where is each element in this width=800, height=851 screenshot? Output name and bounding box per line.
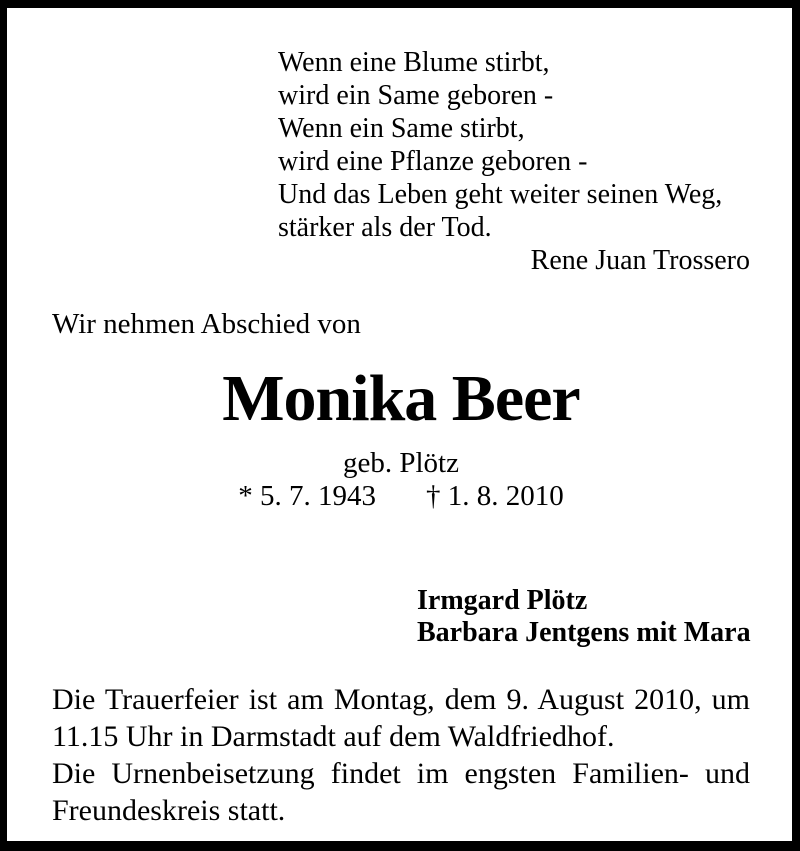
- birth-date: * 5. 7. 1943: [238, 480, 376, 512]
- death-date: † 1. 8. 2010: [426, 480, 564, 512]
- burial-info: Die Urnenbeisetzung findet im engsten Familien- und Freundeskreis statt.: [52, 757, 750, 827]
- life-dates: [52, 479, 750, 513]
- mourner-name: Irmgard Plötz: [417, 585, 588, 616]
- deceased-name: Monika Beer: [222, 362, 580, 435]
- page-frame-top: [0, 0, 800, 8]
- funeral-service-info: Die Trauerfeier ist am Montag, dem 9. August 2010, um 11.15 Uhr in Darmstadt auf dem Waldfriedhof.: [52, 683, 750, 753]
- poem-block: [278, 46, 750, 277]
- poem-line: Und das Leben geht weiter seinen Weg,: [278, 179, 723, 210]
- poem-line: Wenn eine Blume stirbt,: [278, 47, 550, 78]
- mourners-block: [417, 585, 751, 649]
- poem-line: Wenn ein Same stirbt,: [278, 113, 525, 144]
- poem-line: stärker als der Tod.: [278, 212, 492, 243]
- poem-line: wird eine Pflanze geboren -: [278, 146, 588, 177]
- page-frame-bottom: [0, 841, 800, 851]
- farewell-intro: Wir nehmen Abschied von: [52, 308, 361, 340]
- poem-attribution: Rene Juan Trossero: [530, 245, 750, 276]
- page-frame-left: [0, 0, 7, 851]
- maiden-name: geb. Plötz: [343, 447, 459, 479]
- page-frame-right: [792, 0, 800, 851]
- mourner-name: Barbara Jentgens mit Mara: [417, 617, 751, 648]
- funeral-details: [52, 681, 750, 829]
- poem-line: wird ein Same geboren -: [278, 80, 554, 111]
